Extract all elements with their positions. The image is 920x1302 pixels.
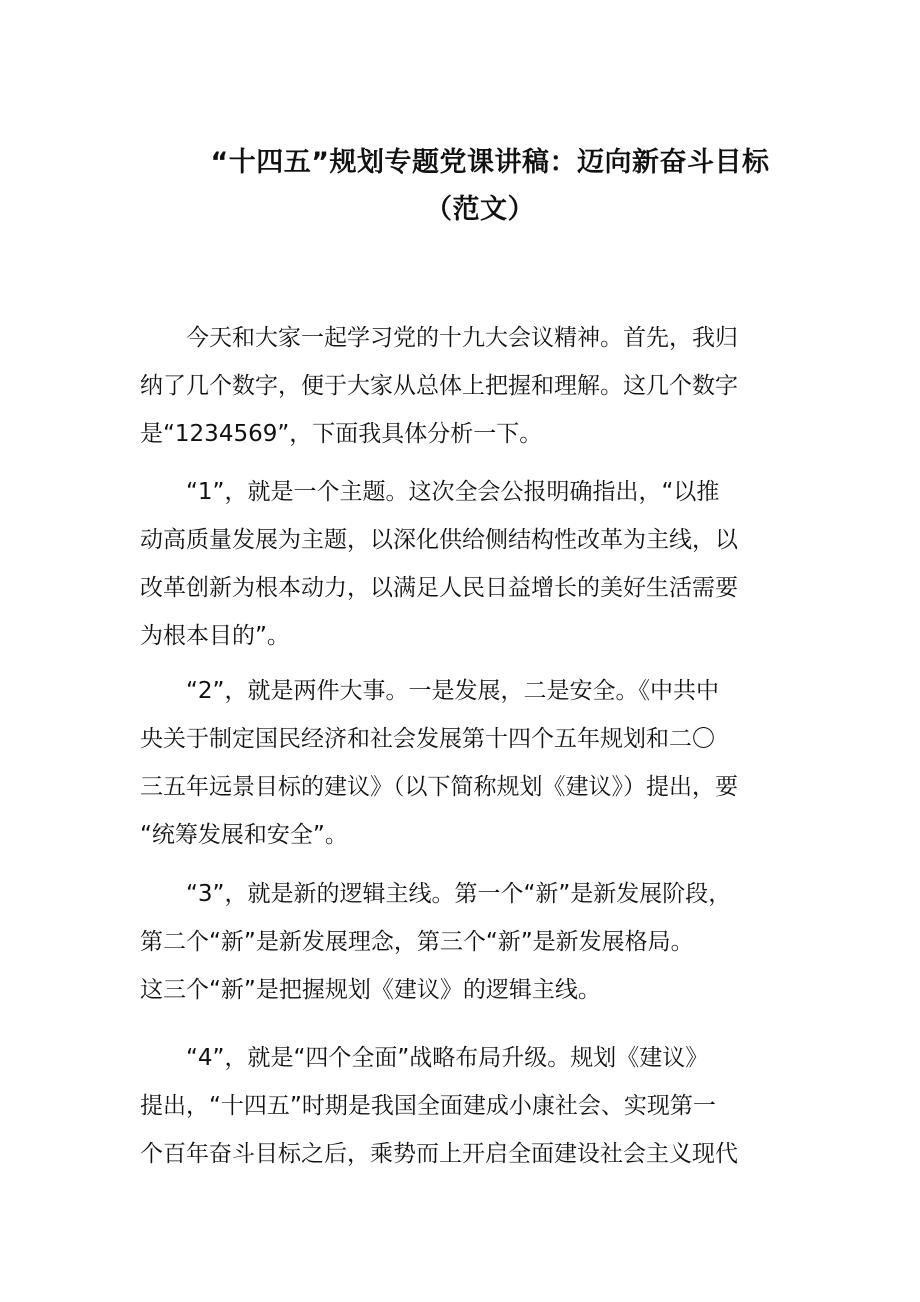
paragraph-line: 央关于制定国民经济和社会发展第十四个五年规划和二〇 bbox=[140, 726, 715, 752]
paragraph-line: 这三个“新”是把握规划《建议》的逻辑主线。 bbox=[140, 977, 601, 1003]
paragraph-line: 改革创新为根本动力，以满足人民日益增长的美好生活需要 bbox=[140, 575, 738, 601]
paragraph-5 bbox=[140, 1034, 800, 1178]
paragraph-1 bbox=[140, 314, 800, 458]
paragraph-line: 为根本目的”。 bbox=[140, 623, 290, 649]
paragraph-line: 动高质量发展为主题，以深化供给侧结构性改革为主线，以 bbox=[140, 527, 738, 553]
paragraph-line: 三五年远景目标的建议》（以下简称规划《建议》）提出，要 bbox=[140, 774, 738, 800]
document-title-line-2: （范文） bbox=[425, 194, 535, 225]
paragraph-2 bbox=[140, 468, 800, 660]
paragraph-line: “4”，就是“四个全面”战略布局升级。规划《建议》 bbox=[186, 1045, 709, 1071]
paragraph-line: “3”，就是新的逻辑主线。第一个“新”是新发展阶段， bbox=[186, 881, 732, 907]
paragraph-line: “2”，就是两件大事。一是发展，二是安全。《中共中 bbox=[186, 678, 719, 704]
paragraph-line: 是“1234569”，下面我具体分析一下。 bbox=[140, 421, 543, 447]
paragraph-4 bbox=[140, 870, 800, 1014]
paragraph-line: “1”，就是一个主题。这次全会公报明确指出，“以推 bbox=[186, 479, 720, 505]
paragraph-line: “统筹发展和安全”。 bbox=[140, 822, 348, 848]
paragraph-line: 提出，“十四五”时期是我国全面建成小康社会、实现第一 bbox=[140, 1093, 716, 1119]
paragraph-line: 第二个“新”是新发展理念，第三个“新”是新发展格局。 bbox=[140, 929, 694, 955]
paragraph-line: 个百年奋斗目标之后，乘势而上开启全面建设社会主义现代 bbox=[140, 1141, 738, 1167]
paragraph-3 bbox=[140, 667, 800, 859]
paragraph-line: 今天和大家一起学习党的十九大会议精神。首先，我归 bbox=[186, 325, 738, 351]
document-title-line-1: “十四五”规划专题党课讲稿：迈向新奋斗目标 bbox=[210, 147, 770, 178]
paragraph-line: 纳了几个数字，便于大家从总体上把握和理解。这几个数字 bbox=[140, 373, 738, 399]
